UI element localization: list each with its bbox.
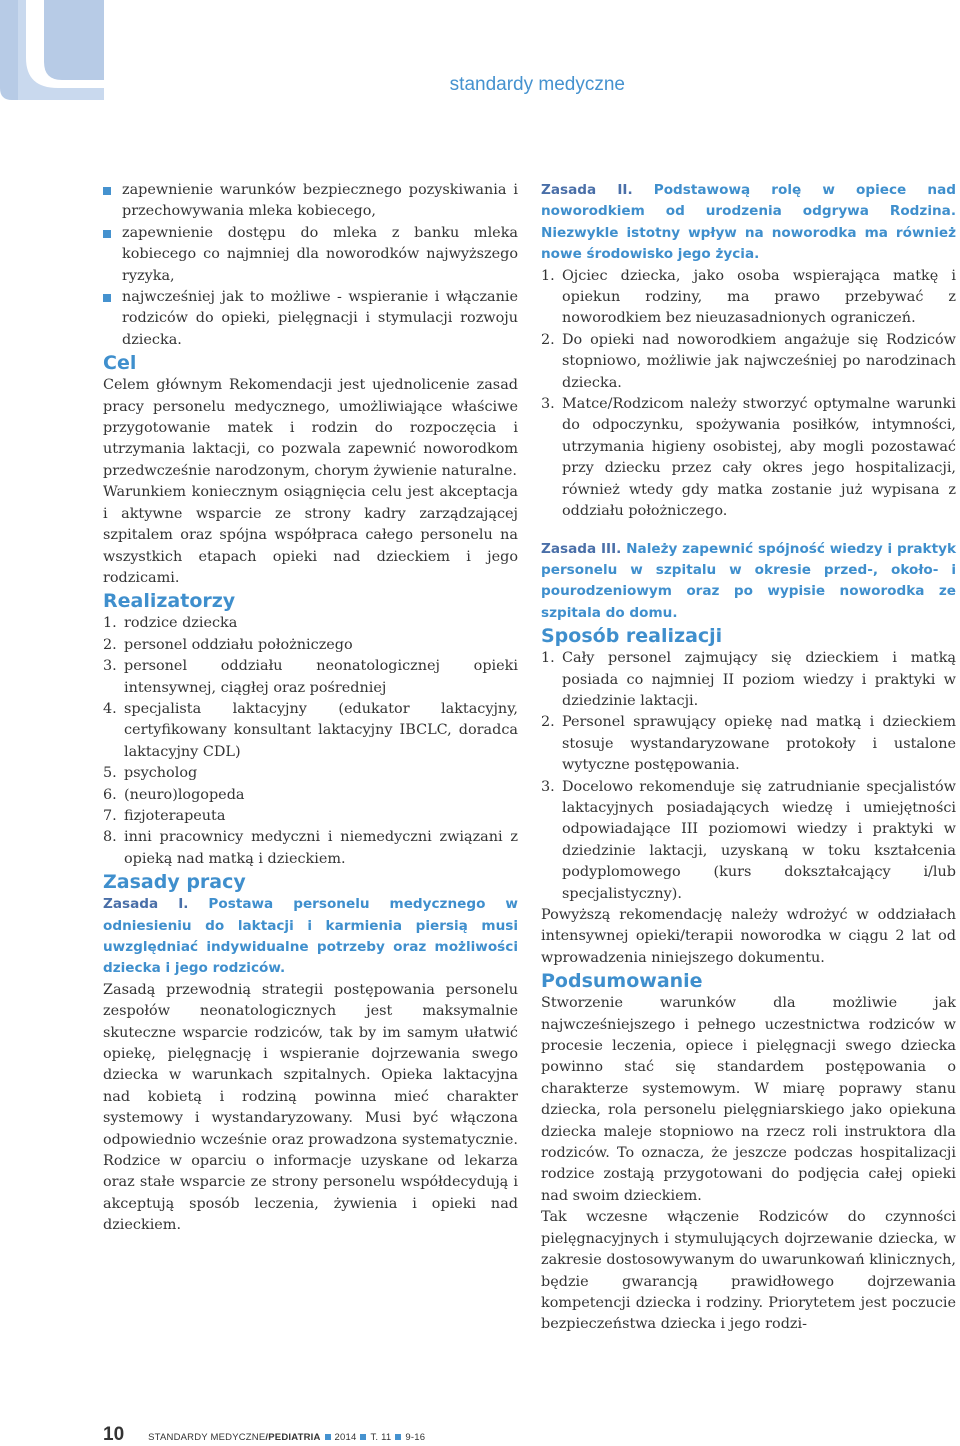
journal-name: STANDARDY MEDYCZNE — [148, 1432, 266, 1443]
principle-3-heading: Zasada III. Należy zapewnić spójność wiedzy i praktyk personelu w szpitalu w okresie przed-, około- i pourodzeniowym oraz po wypisie noworodka ze szpitala do domu. — [541, 540, 956, 621]
section-heading-cel: Cel — [103, 352, 137, 375]
paragraph: Zasadą przewodnią strategii postępowania personelu zespołów neonatologicznych jest maksymalnie skuteczne wsparcie rodziców, tak by im samym ułatwić opiekę, pielęgnację i wspieranie dojrzewania swego dziecka w warunkach szpitalnych. Opieka laktacyjna nad kobietą i rodziną powinna mieć charakter systemowy i wystandaryzowany. Musi być włączona odpowiednio wcześnie oraz prowadzona systematycznie. Rodzice w oparciu o informacje uzyskane od lekarza oraz stałe wsparcie ze strony personelu współdecydują i akceptują sposób leczenia, żywienia i opieki nad dzieckiem. — [103, 981, 518, 1234]
journal-volume: T. 11 — [370, 1432, 392, 1443]
list-item: 2. personel oddziału położniczego — [103, 636, 353, 653]
square-separator-icon — [360, 1434, 366, 1440]
sposob-list — [541, 648, 956, 905]
section-heading-zasady-pracy: Zasady pracy — [103, 871, 246, 894]
journal-pages: 9-16 — [405, 1432, 426, 1443]
square-bullet-icon — [103, 187, 111, 195]
list-item: najwcześniej jak to możliwe - wspieranie i włączanie rodziców do opieki, pielęgnacji i stymulacji rozwoju dziecka. — [103, 287, 518, 351]
list-item: 8. inni pracownicy medyczni i niemedyczni związani z opieką nad matką i dzieckiem. — [103, 829, 518, 867]
principle-1-heading: Zasada I. Postawa personelu medycznego w odniesieniu do laktacji i karmienia piersią musi uwzględniać indywidualne potrzeby oraz możliwości dziecka i jego rodziców. — [103, 896, 518, 977]
right-column — [541, 180, 956, 1336]
section-heading-realizatorzy: Realizatorzy — [103, 590, 236, 613]
header-decoration — [0, 0, 110, 100]
list-item: zapewnienie warunków bezpiecznego pozyskiwania i przechowywania mleka kobiecego, — [103, 180, 518, 223]
section-heading-sposob-realizacji: Sposób realizacji — [541, 625, 723, 648]
list-item: 1. Ojciec dziecka, jako osoba wspierająca matkę i opiekun rodziny, ma prawo przebywać z noworodkiem bez nieuzasadnionych ograniczeń. — [541, 267, 956, 327]
list-item: 7. fizjoterapeuta — [103, 807, 226, 824]
principle-2-heading: Zasada II. Podstawową rolę w opiece nad noworodkiem od urodzenia odgrywa Rodzina. Niezwykle istotny wpływ na noworodka ma również nowe środowisko jego życia. — [541, 182, 956, 263]
paragraph: Powyższą rekomendację należy wdrożyć w oddziałach intensywnej opieki/terapii noworodka w ciągu 2 lat od wprowadzenia niniejszego dokumentu. — [541, 907, 956, 966]
list-item: 1. rodzice dziecka — [103, 615, 238, 632]
paragraph: Warunkiem koniecznym osiągnięcia celu jest akceptacja i aktywne wsparcie ze strony kadry zarządzającej szpitalem oraz spójna współpraca całego personelu na wszystkich etapach opieki nad dzieckiem i jego rodzicami. — [103, 484, 518, 586]
left-column — [103, 180, 518, 1237]
list-item: 5. psycholog — [103, 765, 198, 782]
goals-bullet-list — [103, 180, 518, 351]
paragraph: Celem głównym Rekomendacji jest ujednolicenie zasad pracy personelu medycznego, umożliwiające właściwe przygotowanie matek i rodzin do rozpoczęcia i utrzymania laktacji, co pozwala zapewnić noworodkom przedwcześnie narodzonym, chorym żywienie naturalne. — [103, 377, 518, 479]
paragraph: Stworzenie warunków dla możliwie jak najwcześniejszego i pełnego uczestnictwa rodziców w procesie leczenia, opiece i pielęgnacji swego dziecka powinno stać się standardem postępowania o charakterze systemowym. W miarę poprawy stanu dziecka, rola personelu pielęgniarskiego jako opiekuna dziecka maleje stopniowo na rzecz roli instruktora dla rodziców. To oznacza, że jeszcze podczas hospitalizacji rodzice zostają przygotowani do podjęcia całej opieki nad swoim dzieckiem. — [541, 995, 956, 1204]
realizatorzy-list — [103, 613, 518, 870]
list-item: 3. Matce/Rodzicom należy stworzyć optymalne warunki do odpoczynku, spożywania posiłków, intymności, utrzymania higieny osobistej, aby mogli pozostawać przy dziecku przez cały okres jego hospitalizacji, również wtedy gdy matka zostanie już wypisana z oddziału położniczego. — [541, 396, 956, 520]
list-item: 1. Cały personel zajmujący się dzieckiem i matką posiada co najmniej II poziom wiedzy i praktyki w dziedzinie laktacji. — [541, 650, 956, 709]
paragraph: Tak wczesne włączenie Rodziców do czynności pielęgnacyjnych i stymulujących dojrzewanie dziecka, w zakresie dostosowywanym do uwarunkowań klinicznych, będzie gwarancją prawidłowego dojrzewania kompetencji dziecka i rodziny. Priorytetem jest poczucie bezpieczeństwa dziecka i jego rodzi- — [541, 1209, 956, 1333]
square-separator-icon — [395, 1434, 401, 1440]
page-number: 10 — [103, 1424, 125, 1445]
principle-2-list — [541, 266, 956, 523]
list-item: 3. Docelowo rekomenduje się zatrudnianie specjalistów laktacyjnych posiadających wiedzę i umiejętności odpowiadające III poziomowi wiedzy i praktyki w dziedzinie laktacji, uzyskaną w toku kształcenia podyplomowego (kurs dokształcający i/lub specjalistyczny). — [541, 778, 956, 902]
journal-year: 2014 — [334, 1432, 357, 1443]
list-item: 4. specjalista laktacyjny (edukator laktacyjny, certyfikowany konsultant laktacyjny IBCLC, doradca laktacyjny CDL) — [103, 700, 518, 760]
list-item: zapewnienie dostępu do mleka z banku mleka kobiecego co najmniej dla noworodków najwyższego ryzyka, — [103, 223, 518, 287]
list-item: 6. (neuro)logopeda — [103, 786, 245, 803]
square-bullet-icon — [103, 294, 111, 302]
journal-section: /PEDIATRIA — [265, 1432, 321, 1443]
list-item: 3. personel oddziału neonatologicznej opieki intensywnej, ciągłej oraz pośredniej — [103, 658, 518, 696]
square-separator-icon — [325, 1434, 331, 1440]
list-item: 2. Do opieki nad noworodkiem angażuje się Rodziców stopniowo, możliwie jak najwcześniej po narodzinach dziecka. — [541, 331, 956, 391]
list-item: 2. Personel sprawujący opiekę nad matką i dzieckiem stosuje wystandaryzowane protokoły i ustalone wytyczne postępowania. — [541, 714, 956, 774]
section-heading-podsumowanie: Podsumowanie — [541, 970, 703, 993]
running-title: standardy medyczne — [449, 74, 625, 95]
square-bullet-icon — [103, 230, 111, 238]
